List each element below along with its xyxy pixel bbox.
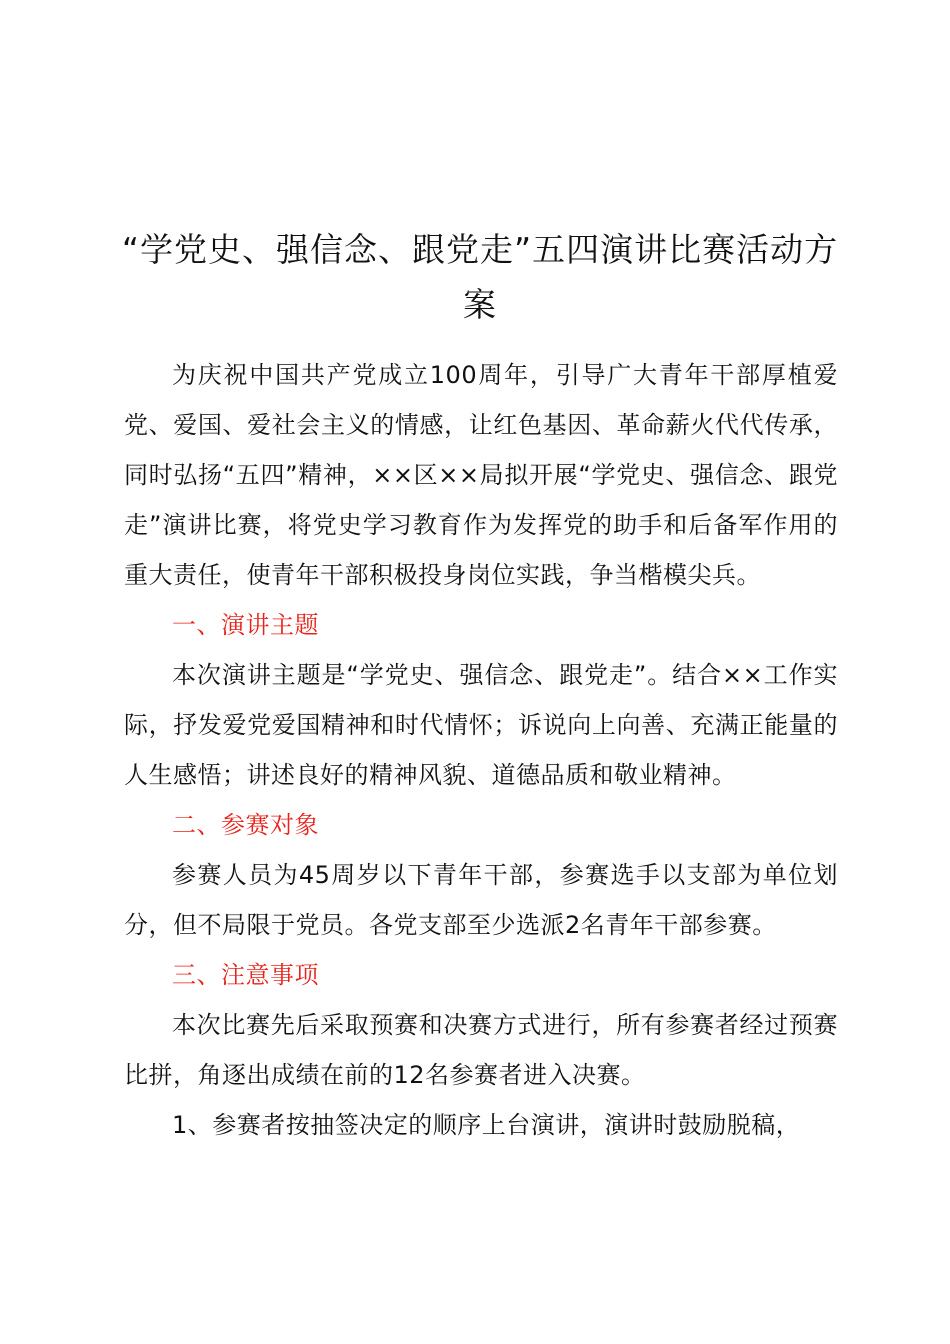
section-heading-theme: 一、演讲主题 <box>172 611 319 639</box>
section-body-participants: 参赛人员为45周岁以下青年干部，参赛选手以支部为单位划分，但不局限于党员。各党支部至少选派2名青年干部参赛。 <box>124 861 838 939</box>
document-title: “学党史、强信念、跟党走”五四演讲比赛活动方案 <box>121 230 839 324</box>
section-body-theme: 本次演讲主题是“学党史、强信念、跟党走”。结合××工作实际，抒发爱党爱国精神和时代情怀；诉说向上向善、充满正能量的人生感悟；讲述良好的精神风貌、道德品质和敬业精神。 <box>124 661 838 789</box>
section-body-notes: 本次比赛先后采取预赛和决赛方式进行，所有参赛者经过预赛比拼，角逐出成绩在前的12名参赛者进入决赛。 <box>124 1011 838 1089</box>
document-body <box>124 350 838 1150</box>
section-heading-participants: 二、参赛对象 <box>172 811 319 839</box>
section-heading-notes: 三、注意事项 <box>172 961 319 989</box>
intro-paragraph: 为庆祝中国共产党成立100周年，引导广大青年干部厚植爱党、爱国、爱社会主义的情感，让红色基因、革命薪火代代传承，同时弘扬“五四”精神，××区××局拟开展“学党史、强信念、跟党走”演讲比赛，将党史学习教育作为发挥党的助手和后备军作用的重大责任，使青年干部积极投身岗位实践，争当楷模尖兵。 <box>124 361 838 589</box>
list-item-1: 1、参赛者按抽签决定的顺序上台演讲，演讲时鼓励脱稿， <box>172 1111 801 1139</box>
